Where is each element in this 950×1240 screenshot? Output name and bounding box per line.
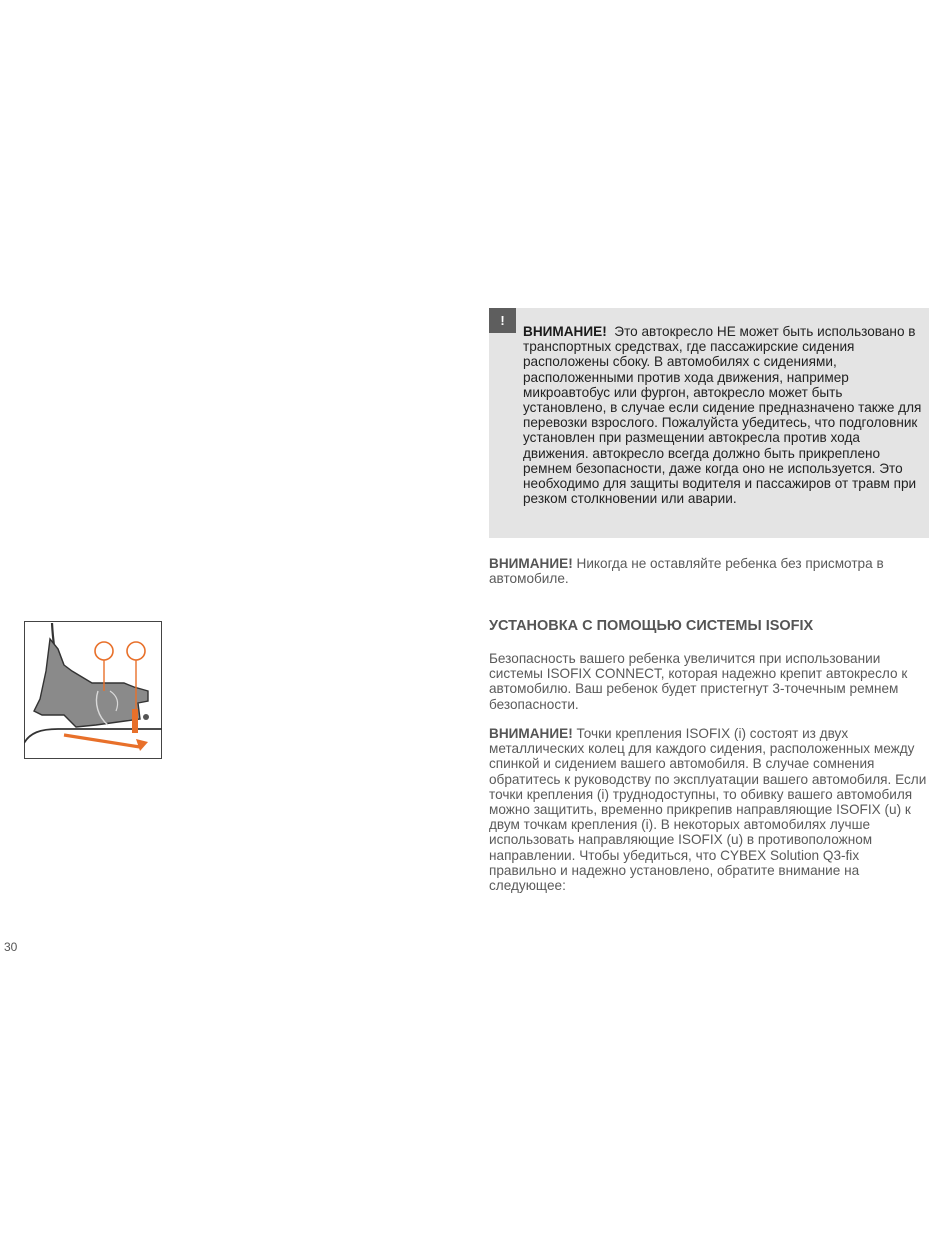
exclamation-icon: !	[489, 308, 516, 333]
section-heading: УСТАНОВКА С ПОМОЩЬЮ СИСТЕМЫ ISOFIX	[489, 618, 814, 634]
callout-circle-2	[127, 642, 145, 660]
isofix-warning-title: ВНИМАНИЕ!	[489, 726, 573, 741]
supervision-note-text: Никогда не оставляйте ребенка без присмотра в автомобиле.	[489, 556, 884, 587]
isofix-illustration	[24, 621, 162, 759]
isofix-warning	[489, 726, 929, 893]
page-number: 30	[4, 940, 18, 954]
warning-box	[489, 308, 929, 538]
warning-box-title: ВНИМАНИЕ!	[523, 324, 607, 339]
isofix-connector	[132, 709, 138, 733]
warning-box-text	[523, 324, 923, 506]
isofix-intro: Безопасность вашего ребенка увеличится при использовании системы ISOFIX CONNECT, которая надежно крепит автокресло к автомобилю. Ваш ребенок будет пристегнут 3-точечным ремнем безопасности.	[489, 651, 908, 712]
supervision-note	[489, 556, 921, 586]
callout-circle-1	[95, 642, 113, 660]
warning-box-body: Это автокресло НЕ может быть использовано в транспортных средствах, где пассажирские сидения расположены сбоку. В автомобилях с сидениями, расположенными против хода движения, например микроавтобус или фургон, автокресло может быть установлено, в случае если сидение предназначено также для перевозки взрослого. Пожалуйста убедитесь, что подголовник установлен при размещении автокресла против хода движения. автокресло всегда должно быть прикреплено ремнем безопасности, даже когда оно не используется. Это необходимо для защиты водителя и пассажиров от травм при резком столкновении или аварии.	[523, 324, 922, 507]
supervision-note-title: ВНИМАНИЕ!	[489, 556, 573, 571]
isofix-warning-text: Точки крепления ISOFIX (i) состоят из двух металлических колец для каждого сидения, расположенных между спинкой и сидением вашего автомобиля. В случае сомнения обратитесь к руководству по эксплуатации вашего автомобиля. Если точки крепления (i) труднодоступны, то обивку вашего автомобиля можно защитить, временно прикрепив направляющие ISOFIX (u) к двум точкам крепления (i). В некоторых автомобилях лучше использовать направляющие ISOFIX (u) в противоположном направлении. Чтобы убедиться, что CYBEX Solution Q3-fix правильно и надежно установлено, обратите внимание на следующее:	[489, 726, 927, 894]
isofix-bolt	[143, 714, 149, 720]
